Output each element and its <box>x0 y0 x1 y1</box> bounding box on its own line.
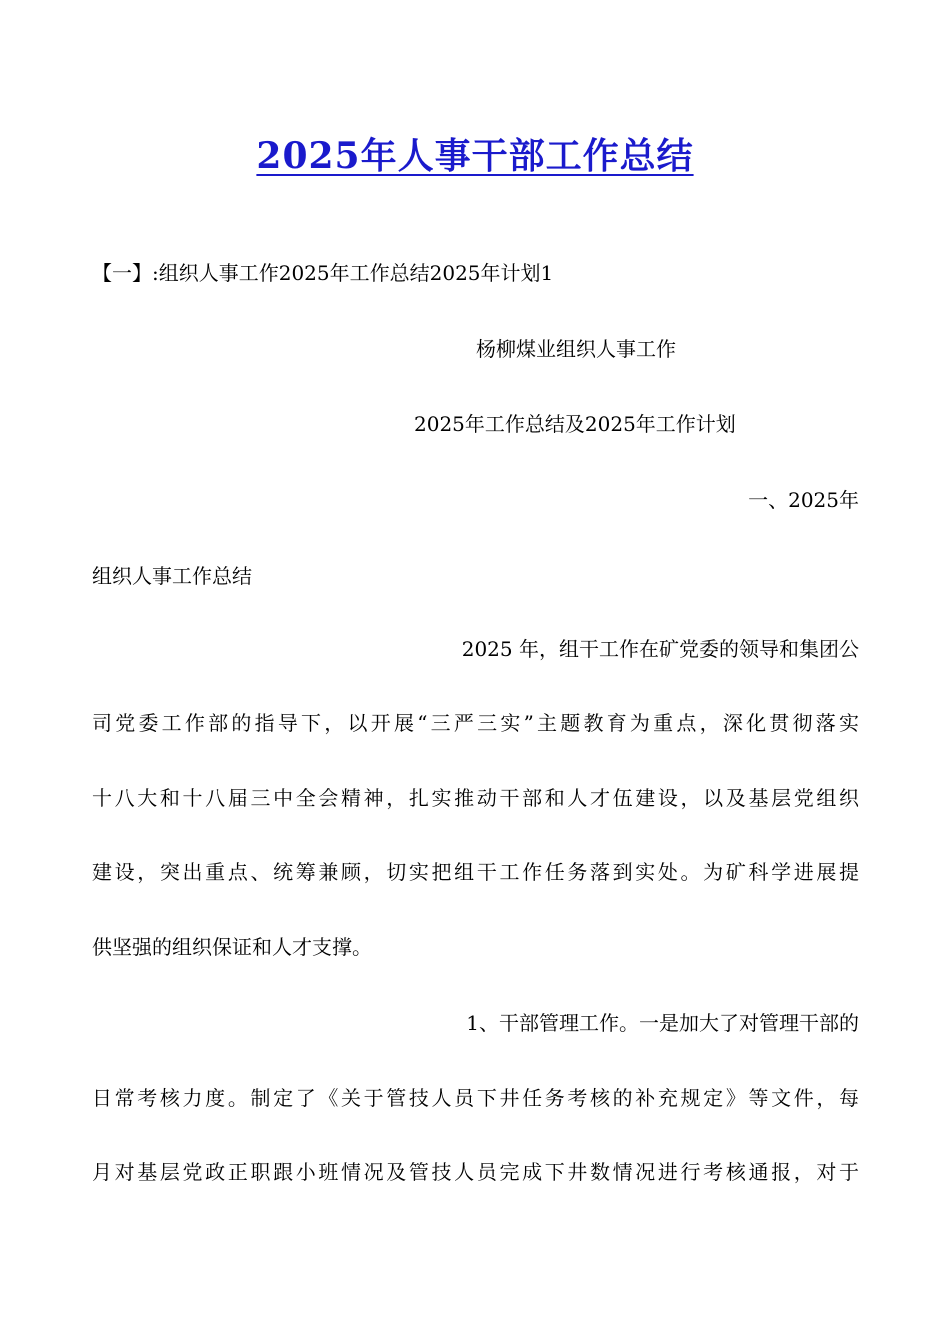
document-title[interactable]: 2025年人事干部工作总结 <box>256 135 694 177</box>
paragraph-line: 司党委工作部的指导下，以开展“三严三实”主题教育为重点，深化贯彻落实 <box>92 711 859 735</box>
part-heading-number: 一、2025年 <box>748 488 859 512</box>
paragraph-line: 十八大和十八届三中全会精神，扎实推动干部和人才伍建设，以及基层党组织 <box>92 786 859 810</box>
part-heading-text: 组织人事工作总结 <box>92 564 252 588</box>
section-heading: 【一】:组织人事工作2025年工作总结2025年计划1 <box>92 261 554 285</box>
paragraph-line: 1、干部管理工作。一是加大了对管理干部的 <box>466 1011 859 1035</box>
company-name: 杨柳煤业组织人事工作 <box>476 337 676 361</box>
paragraph-line: 月对基层党政正职跟小班情况及管技人员完成下井数情况进行考核通报，对于 <box>92 1160 859 1184</box>
paragraph-line: 供坚强的组织保证和人才支撑。 <box>92 935 372 959</box>
report-subtitle: 2025年工作总结及2025年工作计划 <box>414 412 736 436</box>
paragraph-line: 日常考核力度。制定了《关于管技人员下井任务考核的补充规定》等文件，每 <box>92 1086 859 1110</box>
paragraph-line: 2025 年，组干工作在矿党委的领导和集团公 <box>461 637 859 661</box>
paragraph-line: 建设，突出重点、统筹兼顾，切实把组干工作任务落到实处。为矿科学进展提 <box>92 860 859 884</box>
